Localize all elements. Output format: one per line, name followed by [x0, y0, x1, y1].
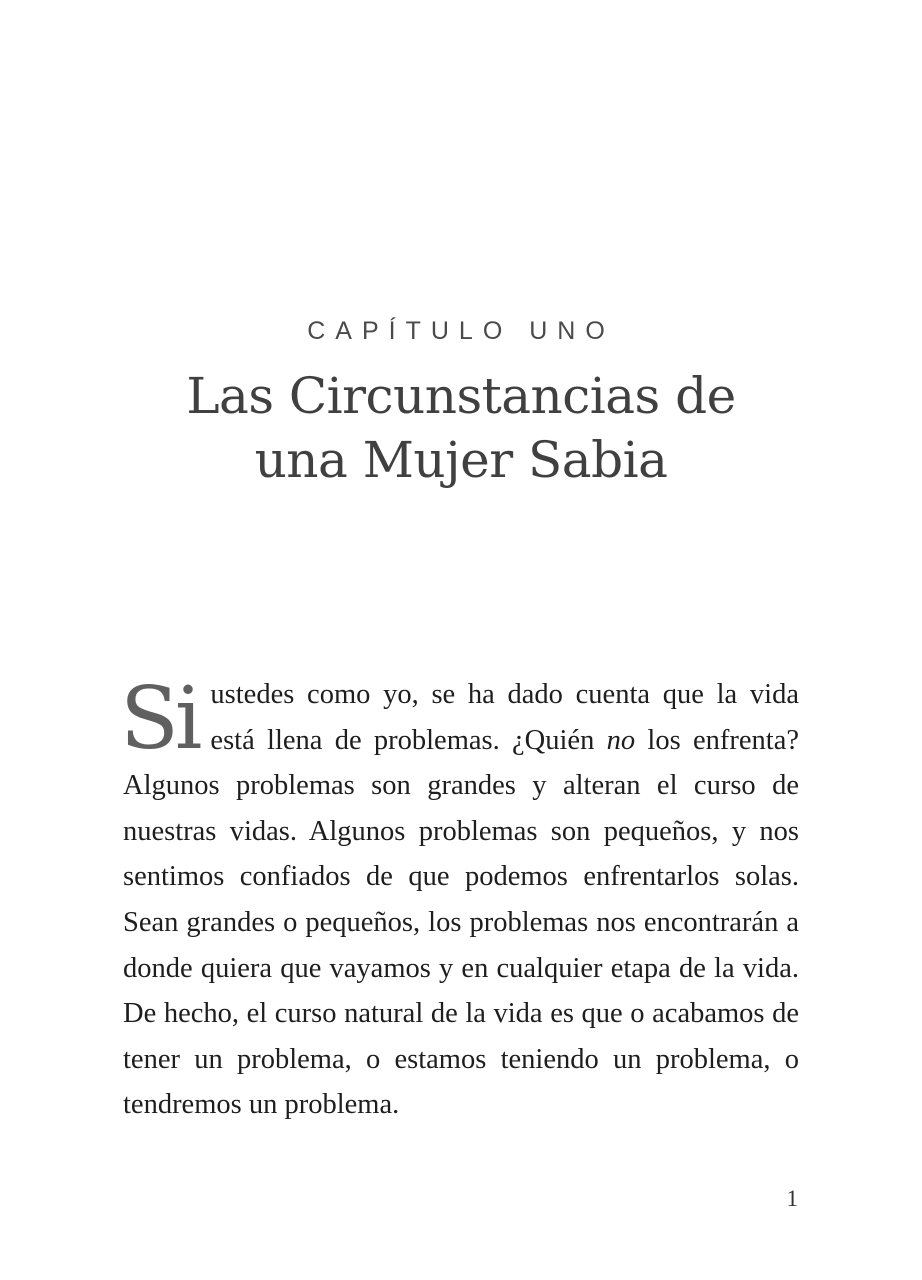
body-text-part-1: ustedes como yo, se ha dado cuenta que la vida está llena de problemas. ¿Quién [210, 679, 799, 756]
body-emphasis: no [606, 724, 636, 756]
chapter-title [0, 364, 922, 492]
body-paragraph [120, 669, 799, 1128]
page-number: 1 [786, 1186, 798, 1211]
chapter-title-line-1: Las Circunstancias de [186, 367, 736, 425]
chapter-title-line-2: una Mujer Sabia [254, 431, 668, 489]
body-text-part-2: los enfrenta? Algunos problemas son grandes y alteran el curso de nuestras vidas. Algunos problemas son pequeños, y nos sentimos confiados de que podemos enfrentarlos solas. Sean grandes o pequeños, los problemas nos encontrarán a donde quiera que vayamos y en cualquier etapa de la vida. De hecho, el curso natural de la vida es que o acabamos de tener un problema, o estamos teniendo un problema, o tendremos un problema. [123, 724, 799, 1121]
chapter-label: CAPÍTULO UNO [307, 317, 615, 345]
drop-cap: Si [120, 669, 199, 769]
